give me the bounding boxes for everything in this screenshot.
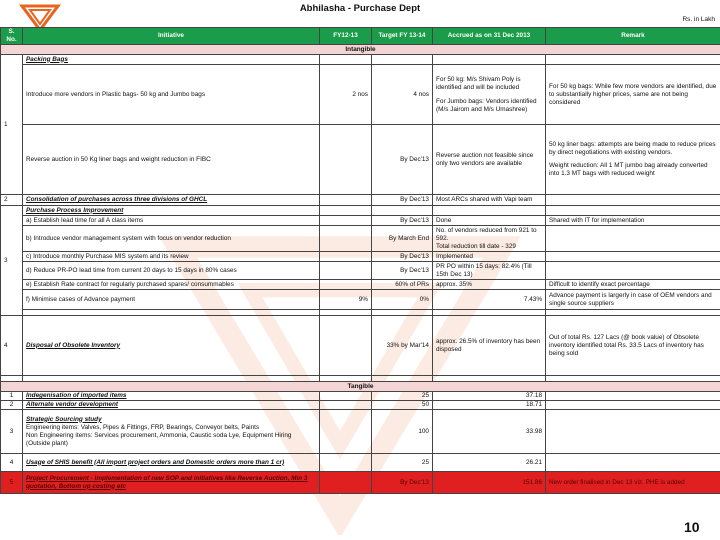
- initiative-cell: Project Procurement - Implementation of new SOP and initiatives like Reverse Auction, Min 3 quotation, Bottom up costing etc: [23, 472, 320, 494]
- remark-line: 50 kg liner bags: attempts are being made to reduce prices by direct negotiations with existing vendors.: [549, 141, 716, 156]
- table-row: [1, 410, 720, 454]
- remark-cell: Advance payment is largerly in case of OEM vendors and single source suppliers: [546, 290, 720, 310]
- table-row: [1, 392, 720, 401]
- accrued-cell: [433, 226, 546, 252]
- sno-cell: 4: [1, 454, 23, 472]
- target-cell: 33% by Mar'14: [372, 316, 433, 376]
- sno-cell: 2: [1, 401, 23, 410]
- table-row: [1, 55, 720, 65]
- remark-cell: Shared with IT for implementation: [546, 216, 720, 226]
- sno-cell: 5: [1, 472, 23, 494]
- initiative-line: Engineering items: Valves, Pipes & Fittings, FRP, Bearings, Conveyor belts, Paints: [26, 423, 260, 431]
- table-row: [1, 280, 720, 290]
- initiative-cell: b) Introduce vendor management system with focus on vendor reduction: [23, 226, 320, 252]
- initiative-cell: [23, 410, 320, 454]
- target-cell: 60% of PRs: [372, 280, 433, 290]
- target-cell: By Dec'13: [372, 252, 433, 262]
- page-number: 10: [684, 519, 700, 535]
- accrued-line: No. of vendors reduced from 921 to 592.: [436, 226, 537, 242]
- accrued-cell: 33.98: [433, 410, 546, 454]
- table-row: [1, 125, 720, 195]
- accrued-cell: approx. 35%: [433, 280, 546, 290]
- table-row: [1, 216, 720, 226]
- target-cell: By Dec'13: [372, 195, 433, 206]
- initiative-cell: a) Establish lead time for all A class items: [23, 216, 320, 226]
- accrued-cell: approx. 26.5% of inventory has been disposed: [433, 316, 546, 376]
- table-row: [1, 262, 720, 280]
- col-header: Target FY 13-14: [372, 28, 433, 45]
- units-label: Rs. in Lakh: [682, 16, 715, 23]
- target-cell: By March End: [372, 226, 433, 252]
- accrued-cell: [433, 65, 546, 125]
- accrued-line: Total reduction till date - 329: [436, 242, 516, 250]
- initiatives-table: [0, 27, 720, 494]
- target-cell: 0%: [372, 290, 433, 310]
- table-row: [1, 290, 720, 310]
- initiative-cell: e) Establish Rate contract for regularly purchased spares/ consummables: [23, 280, 320, 290]
- table-row: [1, 316, 720, 376]
- accrued-line: For Jumbo bags: Vendors identified (M/s Jairom and M/s Umashree): [436, 97, 537, 113]
- sno-cell: 3: [1, 206, 23, 316]
- section-label-intangible: Intangible: [1, 45, 720, 55]
- accrued-cell: Done: [433, 216, 546, 226]
- initiative-cell: Consolidation of purchases across three divisions of GHCL: [23, 195, 320, 206]
- initiative-title: Strategic Sourcing study: [26, 415, 102, 423]
- sno-cell: 4: [1, 316, 23, 376]
- col-header: Initiative: [23, 28, 320, 45]
- target-cell: By Dec'13: [372, 125, 433, 195]
- accrued-line: For 50 kg: M/s Shivam Poly is identified and will be included: [436, 75, 521, 91]
- section-label-tangible: Tangible: [1, 382, 720, 392]
- initiative-cell: Indegenisation of imported items: [23, 392, 320, 401]
- sno-cell: 1: [1, 392, 23, 401]
- remark-cell: [546, 125, 720, 195]
- col-header: Remark: [546, 28, 720, 45]
- target-cell: 4 nos: [372, 65, 433, 125]
- remark-cell: Out of total Rs. 127 Lacs (@ book value) of Obsolete inventory identified total Rs. 33.5 Lacs of inventory has being sold: [546, 316, 720, 376]
- accrued-cell: 151.86: [433, 472, 546, 494]
- table-row-highlighted: [1, 472, 720, 494]
- table-row: [1, 401, 720, 410]
- initiative-cell: Purchase Process Improvement: [23, 206, 320, 216]
- col-header: FY12-13: [320, 28, 372, 45]
- sno-cell: 3: [1, 410, 23, 454]
- section-row: [1, 45, 720, 55]
- page-title: Abhilasha - Purchase Dept: [299, 3, 421, 14]
- target-cell: By Dec'13: [372, 472, 433, 494]
- table-row: [1, 195, 720, 206]
- target-cell: 100: [372, 410, 433, 454]
- initiative-cell: f) Minimise cases of Advance payment: [23, 290, 320, 310]
- initiative-cell: Disposal of Obsolete Inventory: [23, 316, 320, 376]
- table-header-row: [1, 28, 720, 45]
- table-row: [1, 226, 720, 252]
- remark-cell: For 50 kg bags: While few more vendors are identified, due to substantially higher prices, same are not being considered: [546, 65, 720, 125]
- target-cell: 25: [372, 392, 433, 401]
- target-cell: By Dec'13: [372, 216, 433, 226]
- initiative-line: Non Engineering items: Services procurement, Ammonia, Caustic soda Lye, Equipment Hiring (Outside plant): [26, 431, 292, 447]
- fy-cell: 9%: [320, 290, 372, 310]
- target-cell: 25: [372, 454, 433, 472]
- sno-cell: 2: [1, 195, 23, 206]
- fy-cell: 2 nos: [320, 65, 372, 125]
- initiative-cell: c) Introduce monthly Purchase MIS system and its review: [23, 252, 320, 262]
- table-row: [1, 65, 720, 125]
- sno-cell: 1: [1, 55, 23, 195]
- remark-cell: Difficult to identify exact percentage: [546, 280, 720, 290]
- accrued-cell: 7.43%: [433, 290, 546, 310]
- remark-cell: New order finalised in Dec 13 viz. PHE is added: [546, 472, 720, 494]
- accrued-cell: 18.71: [433, 401, 546, 410]
- initiative-cell: Reverse auction in 50 Kg liner bags and weight reduction in FIBC: [23, 125, 320, 195]
- col-header: S. No.: [1, 28, 23, 45]
- accrued-cell: 26.21: [433, 454, 546, 472]
- col-header: Accrued as on 31 Dec 2013: [433, 28, 546, 45]
- target-cell: By Dec'13: [372, 262, 433, 280]
- table-row: [1, 454, 720, 472]
- accrued-cell: PR PO within 15 days: 82.4% (Till 15th Dec 13): [433, 262, 546, 280]
- table-row: [1, 252, 720, 262]
- initiative-cell: Usage of SHIS benefit (All import project orders and Domestic orders more than 1 cr): [23, 454, 320, 472]
- accrued-cell: Most ARCs shared with Vapi team: [433, 195, 546, 206]
- initiative-cell: d) Reduce PR-PO lead time from current 20 days to 15 days in 80% cases: [23, 262, 320, 280]
- remark-line: Weight reduction: All 1 MT jumbo bag already converted into 1.3 MT bags with reduced weight: [549, 162, 708, 177]
- initiative-cell: Introduce more vendors in Plastic bags- 50 kg and Jumbo bags: [23, 65, 320, 125]
- accrued-cell: 37.18: [433, 392, 546, 401]
- accrued-cell: Reverse auction not feasible since only two vendors are available: [433, 125, 546, 195]
- section-row: [1, 382, 720, 392]
- target-cell: 50: [372, 401, 433, 410]
- accrued-cell: Implemented: [433, 252, 546, 262]
- initiative-cell: Alternate vendor development: [23, 401, 320, 410]
- table-row: [1, 206, 720, 216]
- initiative-cell: Packing Bags: [23, 55, 320, 65]
